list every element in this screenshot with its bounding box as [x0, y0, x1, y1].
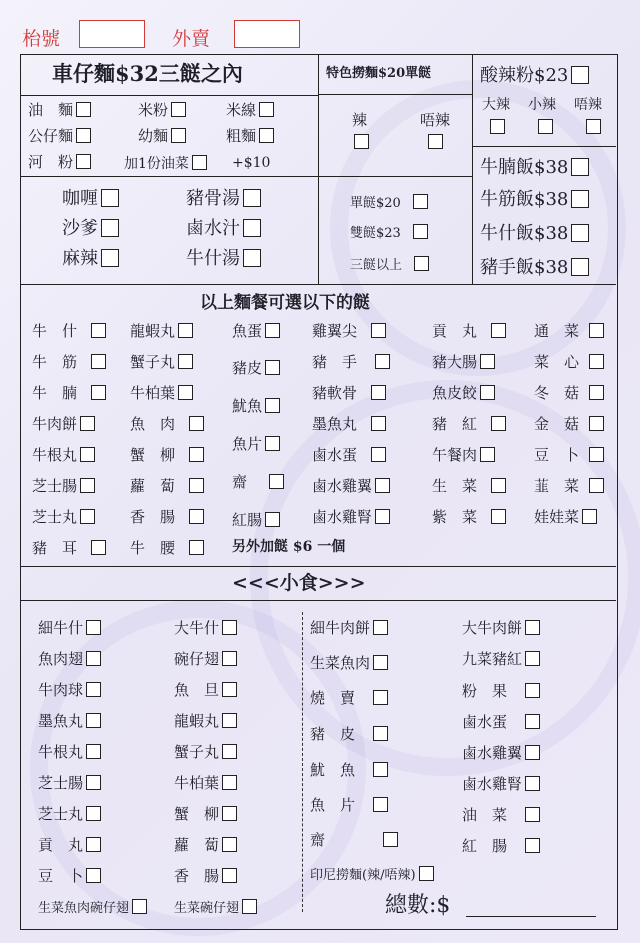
- checkbox[interactable]: [243, 249, 261, 267]
- checkbox[interactable]: [480, 354, 495, 369]
- checkbox[interactable]: [571, 258, 589, 276]
- checkbox[interactable]: [132, 899, 147, 914]
- checkbox[interactable]: [91, 540, 106, 555]
- checkbox[interactable]: [80, 447, 95, 462]
- checkbox[interactable]: [373, 762, 388, 777]
- checkbox[interactable]: [178, 385, 193, 400]
- special-lomein-title: 特色撈麵$20單餸: [326, 66, 432, 81]
- total-label: 總數:$: [385, 893, 451, 918]
- topping-item[interactable]: 豆 卜: [534, 447, 604, 463]
- checkbox[interactable]: [413, 194, 428, 209]
- topping-item[interactable]: 牛 什: [32, 323, 106, 339]
- snack-item[interactable]: 豬 皮: [310, 726, 388, 742]
- total-amount-field[interactable]: [466, 916, 596, 917]
- snack-item[interactable]: 牛柏葉: [174, 775, 237, 791]
- noodle-option[interactable]: 幼麵: [138, 128, 186, 144]
- checkbox[interactable]: [80, 416, 95, 431]
- snack-item[interactable]: 鹵水雞腎: [462, 776, 540, 792]
- snack-item[interactable]: 細牛肉餅: [310, 620, 388, 636]
- checkbox[interactable]: [589, 447, 604, 462]
- snack-item[interactable]: 貢 丸: [38, 837, 101, 853]
- extra-topping-note: 另外加餸 $6 一個: [232, 539, 346, 555]
- takeaway-label: 外賣: [172, 28, 211, 50]
- checkbox[interactable]: [525, 807, 540, 822]
- topping-item[interactable]: 通 菜: [534, 323, 604, 339]
- checkbox[interactable]: [222, 775, 237, 790]
- checkbox[interactable]: [525, 776, 540, 791]
- noodle-option[interactable]: 粗麵: [226, 128, 274, 144]
- checkbox[interactable]: [189, 478, 204, 493]
- takeaway-box[interactable]: [234, 20, 300, 48]
- checkbox[interactable]: [86, 620, 101, 635]
- checkbox[interactable]: [589, 478, 604, 493]
- topping-item[interactable]: 牛 筋: [32, 354, 106, 370]
- topping-item[interactable]: 鹵水雞翼: [312, 478, 390, 494]
- checkbox[interactable]: [189, 447, 204, 462]
- checkbox[interactable]: [571, 158, 589, 176]
- topping-item[interactable]: 金 菇: [534, 416, 604, 432]
- checkbox[interactable]: [91, 354, 106, 369]
- checkbox[interactable]: [265, 398, 280, 413]
- checkbox[interactable]: [242, 899, 257, 914]
- topping-count-option[interactable]: 雙餸$23: [350, 224, 428, 240]
- checkbox[interactable]: [76, 102, 91, 117]
- checkbox[interactable]: [375, 354, 390, 369]
- checkbox[interactable]: [373, 690, 388, 705]
- checkbox[interactable]: [571, 224, 589, 242]
- checkbox[interactable]: [101, 249, 119, 267]
- divider: [20, 95, 318, 96]
- checkbox[interactable]: [80, 509, 95, 524]
- checkbox[interactable]: [525, 838, 540, 853]
- noodle-option[interactable]: 河 粉: [28, 154, 91, 170]
- sour-level-label: 大辣: [482, 97, 510, 113]
- snack-item[interactable]: 大牛肉餅: [462, 620, 540, 636]
- checkbox[interactable]: [491, 509, 506, 524]
- topping-item[interactable]: 貢 丸: [432, 323, 506, 339]
- checkbox[interactable]: [413, 224, 428, 239]
- divider: [472, 54, 473, 284]
- checkbox[interactable]: [86, 868, 101, 883]
- extra-vegetable-option[interactable]: 加1份油菜: [124, 155, 207, 171]
- topping-item[interactable]: 豬大腸: [432, 354, 495, 370]
- checkbox[interactable]: [589, 385, 604, 400]
- topping-item[interactable]: 午餐肉: [432, 447, 495, 463]
- divider: [472, 146, 616, 147]
- snack-item[interactable]: 牛肉球: [38, 682, 101, 698]
- topping-item[interactable]: 蟹 柳: [130, 447, 204, 463]
- topping-item[interactable]: 紫 菜: [432, 509, 506, 525]
- checkbox[interactable]: [178, 354, 193, 369]
- snack-item[interactable]: 紅 腸: [462, 838, 540, 854]
- topping-item[interactable]: 蟹子丸: [130, 354, 193, 370]
- snack-item[interactable]: 豆 卜: [38, 868, 101, 884]
- snack-item[interactable]: 生菜魚肉: [310, 655, 388, 671]
- checkbox[interactable]: [373, 620, 388, 635]
- checkbox[interactable]: [265, 436, 280, 451]
- checkbox[interactable]: [222, 651, 237, 666]
- snack-item[interactable]: 香 腸: [174, 868, 237, 884]
- soup-option[interactable]: 鹵水汁: [186, 219, 261, 238]
- checkbox[interactable]: [189, 416, 204, 431]
- checkbox[interactable]: [491, 323, 506, 338]
- checkbox[interactable]: [222, 620, 237, 635]
- snack-item[interactable]: 大牛什: [174, 620, 237, 636]
- checkbox[interactable]: [480, 447, 495, 462]
- toppings-title: 以上麵餐可選以下的餸: [200, 293, 370, 313]
- soup-option[interactable]: 麻辣: [62, 249, 119, 268]
- snack-item[interactable]: 龍蝦丸: [174, 713, 237, 729]
- snack-item[interactable]: 蟹子丸: [174, 744, 237, 760]
- checkbox[interactable]: [86, 775, 101, 790]
- checkbox[interactable]: [265, 512, 280, 527]
- checkbox[interactable]: [86, 744, 101, 759]
- checkbox[interactable]: [419, 866, 434, 881]
- sour-level-checkbox[interactable]: [586, 119, 601, 134]
- snacks-title: <<<小食>>>: [232, 572, 366, 594]
- checkbox[interactable]: [371, 416, 386, 431]
- snack-item[interactable]: 印尼撈麵(辣/唔辣): [310, 866, 434, 882]
- checkbox[interactable]: [371, 385, 386, 400]
- checkbox[interactable]: [189, 509, 204, 524]
- column-divider: [302, 612, 303, 912]
- checkbox[interactable]: [243, 219, 261, 237]
- checkbox[interactable]: [480, 385, 495, 400]
- sour-spicy-noodle[interactable]: 酸辣粉$23: [480, 66, 589, 85]
- checkbox[interactable]: [222, 713, 237, 728]
- snack-item[interactable]: 鹵水雞翼: [462, 745, 540, 761]
- noodle-option[interactable]: 米粉: [138, 102, 186, 118]
- table-number-label: 枱號: [22, 28, 61, 50]
- snack-item[interactable]: 蘿 蔔: [174, 837, 237, 853]
- checkbox[interactable]: [525, 651, 540, 666]
- checkbox[interactable]: [171, 128, 186, 143]
- sour-level-label: 唔辣: [574, 97, 602, 113]
- checkbox[interactable]: [222, 868, 237, 883]
- snack-item[interactable]: 細牛什: [38, 620, 101, 636]
- snack-item[interactable]: 油 菜: [462, 807, 540, 823]
- special-spicy-checkbox[interactable]: [354, 134, 369, 149]
- topping-item[interactable]: 魚蛋: [232, 323, 280, 339]
- checkbox[interactable]: [86, 837, 101, 852]
- topping-item[interactable]: 齋: [232, 474, 284, 490]
- checkbox[interactable]: [582, 509, 597, 524]
- topping-item[interactable]: 香 腸: [130, 509, 204, 525]
- snack-item[interactable]: 芝士腸: [38, 775, 101, 791]
- soup-option[interactable]: 沙爹: [62, 219, 119, 238]
- checkbox[interactable]: [375, 509, 390, 524]
- topping-item[interactable]: 魷魚: [232, 398, 280, 414]
- sour-level-checkbox[interactable]: [538, 119, 553, 134]
- divider: [20, 566, 616, 567]
- checkbox[interactable]: [571, 66, 589, 84]
- snack-item[interactable]: 碗仔翅: [174, 651, 237, 667]
- topping-item[interactable]: 牛肉餅: [32, 416, 95, 432]
- divider: [318, 54, 319, 284]
- topping-item[interactable]: 蘿 蔔: [130, 478, 204, 494]
- checkbox[interactable]: [371, 323, 386, 338]
- snack-item[interactable]: 魚 片: [310, 797, 388, 813]
- checkbox[interactable]: [525, 714, 540, 729]
- snack-item[interactable]: 九菜豬紅: [462, 651, 540, 667]
- checkbox[interactable]: [265, 360, 280, 375]
- snack-item[interactable]: 魚肉翅: [38, 651, 101, 667]
- divider: [20, 284, 616, 285]
- topping-item[interactable]: 紅腸: [232, 512, 280, 528]
- soup-option[interactable]: 豬骨湯: [186, 189, 261, 208]
- snack-item[interactable]: 生菜魚肉碗仔翅: [38, 899, 147, 915]
- checkbox[interactable]: [491, 416, 506, 431]
- snack-item[interactable]: 蟹 柳: [174, 806, 237, 822]
- topping-item[interactable]: 豬 手: [312, 354, 390, 370]
- topping-item[interactable]: 牛柏葉: [130, 385, 193, 401]
- checkbox[interactable]: [192, 155, 207, 170]
- topping-count-option[interactable]: 三餸以上: [350, 256, 429, 272]
- noodle-option[interactable]: 油 麵: [28, 102, 91, 118]
- checkbox[interactable]: [414, 256, 429, 271]
- topping-item[interactable]: 豬 耳: [32, 540, 106, 556]
- snack-item[interactable]: 墨魚丸: [38, 713, 101, 729]
- checkbox[interactable]: [589, 416, 604, 431]
- noodle-option[interactable]: 公仔麵: [28, 128, 91, 144]
- checkbox[interactable]: [189, 540, 204, 555]
- snack-item[interactable]: 粉 果: [462, 683, 540, 699]
- snack-item[interactable]: 牛根丸: [38, 744, 101, 760]
- checkbox[interactable]: [222, 837, 237, 852]
- topping-item[interactable]: 芝士腸: [32, 478, 95, 494]
- checkbox[interactable]: [383, 832, 398, 847]
- checkbox[interactable]: [525, 620, 540, 635]
- topping-item[interactable]: 墨魚丸: [312, 416, 386, 432]
- checkbox[interactable]: [86, 806, 101, 821]
- topping-item[interactable]: 娃娃菜: [534, 509, 597, 525]
- checkbox[interactable]: [178, 323, 193, 338]
- special-nospicy-label: 唔辣: [420, 111, 451, 129]
- checkbox[interactable]: [589, 323, 604, 338]
- topping-item[interactable]: 牛 腩: [32, 385, 106, 401]
- checkbox[interactable]: [171, 102, 186, 117]
- extra-vegetable-price: +$10: [232, 155, 271, 171]
- checkbox[interactable]: [76, 154, 91, 169]
- noodle-option[interactable]: 米線: [226, 102, 274, 118]
- topping-item[interactable]: 豬皮: [232, 360, 280, 376]
- checkbox[interactable]: [371, 447, 386, 462]
- topping-item[interactable]: 豬軟骨: [312, 385, 386, 401]
- checkbox[interactable]: [101, 189, 119, 207]
- checkbox[interactable]: [222, 682, 237, 697]
- table-number-box[interactable]: [79, 20, 145, 48]
- divider: [20, 176, 472, 177]
- topping-item[interactable]: 菜 心: [534, 354, 604, 370]
- topping-item[interactable]: 冬 菇: [534, 385, 604, 401]
- checkbox[interactable]: [86, 682, 101, 697]
- divider: [20, 600, 616, 601]
- checkbox[interactable]: [571, 190, 589, 208]
- checkbox[interactable]: [525, 683, 540, 698]
- snack-item[interactable]: 魚 旦: [174, 682, 237, 698]
- checkbox[interactable]: [373, 797, 388, 812]
- checkbox[interactable]: [525, 745, 540, 760]
- checkbox[interactable]: [101, 219, 119, 237]
- topping-item[interactable]: 龍蝦丸: [130, 323, 193, 339]
- checkbox[interactable]: [259, 102, 274, 117]
- snack-item[interactable]: 魷 魚: [310, 762, 388, 778]
- checkbox[interactable]: [491, 478, 506, 493]
- topping-item[interactable]: 牛 腰: [130, 540, 204, 556]
- checkbox[interactable]: [80, 478, 95, 493]
- snack-item[interactable]: 生菜碗仔翅: [174, 899, 257, 915]
- rice-dish[interactable]: 牛筋飯$38: [480, 190, 589, 209]
- topping-item[interactable]: 豬 紅: [432, 416, 506, 432]
- topping-item[interactable]: 雞翼尖: [312, 323, 386, 339]
- special-nospicy-checkbox[interactable]: [428, 134, 443, 149]
- topping-item[interactable]: 牛根丸: [32, 447, 95, 463]
- topping-item[interactable]: 鹵水蛋: [312, 447, 386, 463]
- checkbox[interactable]: [269, 474, 284, 489]
- checkbox[interactable]: [373, 726, 388, 741]
- checkbox[interactable]: [375, 478, 390, 493]
- topping-item[interactable]: 生 菜: [432, 478, 506, 494]
- rice-dish[interactable]: 牛腩飯$38: [480, 158, 589, 177]
- divider: [318, 94, 472, 95]
- checkbox[interactable]: [76, 128, 91, 143]
- snack-item[interactable]: 齋: [310, 832, 398, 848]
- checkbox[interactable]: [222, 744, 237, 759]
- checkbox[interactable]: [91, 385, 106, 400]
- snack-item[interactable]: 燒 賣: [310, 690, 388, 706]
- checkbox[interactable]: [259, 128, 274, 143]
- checkbox[interactable]: [265, 323, 280, 338]
- noodle-title: 車仔麵$32三餸之內: [52, 61, 243, 86]
- soup-option[interactable]: 牛什湯: [186, 249, 261, 268]
- checkbox[interactable]: [86, 713, 101, 728]
- rice-dish[interactable]: 牛什飯$38: [480, 224, 589, 243]
- topping-count-option[interactable]: 單餸$20: [350, 194, 428, 210]
- snack-item[interactable]: 芝士丸: [38, 806, 101, 822]
- snack-item[interactable]: 鹵水蛋: [462, 714, 540, 730]
- topping-item[interactable]: 魚片: [232, 436, 280, 452]
- topping-item[interactable]: 魚皮餃: [432, 385, 495, 401]
- sour-level-checkbox[interactable]: [490, 119, 505, 134]
- soup-option[interactable]: 咖喱: [62, 189, 119, 208]
- rice-dish[interactable]: 豬手飯$38: [480, 258, 589, 277]
- checkbox[interactable]: [373, 655, 388, 670]
- checkbox[interactable]: [243, 189, 261, 207]
- topping-item[interactable]: 鹵水雞腎: [312, 509, 390, 525]
- special-spicy-label: 辣: [352, 111, 368, 129]
- checkbox[interactable]: [222, 806, 237, 821]
- checkbox[interactable]: [86, 651, 101, 666]
- topping-item[interactable]: 芝士丸: [32, 509, 95, 525]
- sour-level-label: 小辣: [528, 97, 556, 113]
- topping-item[interactable]: 韮 菜: [534, 478, 604, 494]
- checkbox[interactable]: [91, 323, 106, 338]
- topping-item[interactable]: 魚 肉: [130, 416, 204, 432]
- checkbox[interactable]: [589, 354, 604, 369]
